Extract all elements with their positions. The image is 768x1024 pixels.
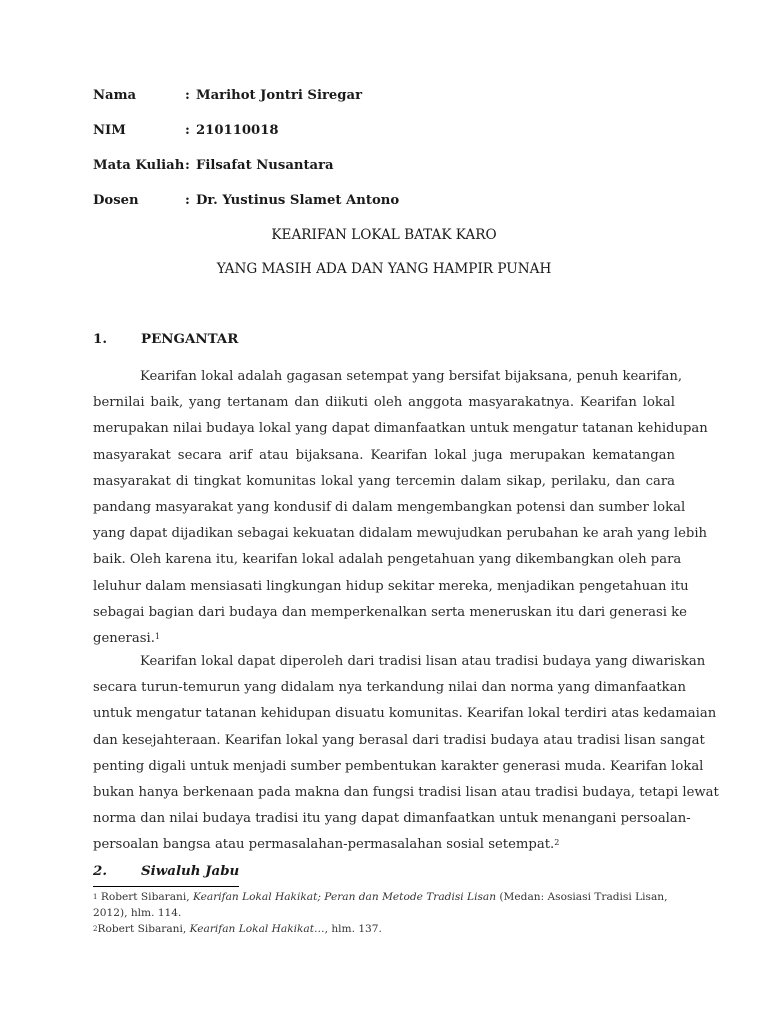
- paragraph-line: merupakan nilai budaya lokal yang dapat dimanfaatkan untuk mengatur tatanan kehidupan: [93, 421, 708, 437]
- section-1-number: 1.: [93, 331, 107, 347]
- course-label: Mata Kuliah: [93, 158, 185, 173]
- name-colon: :: [185, 88, 190, 103]
- footnotes: [93, 890, 675, 937]
- paragraph-line: Kearifan lokal dapat diperoleh dari tradisi lisan atau tradisi budaya yang diwariskan: [140, 654, 706, 669]
- footnote-1-author: Robert Sibarani,: [97, 891, 193, 903]
- paragraph-line: penting digali untuk menjadi sumber pembentukan karakter generasi muda. Kearifan lokal: [93, 758, 704, 774]
- footnote-ref-2[interactable]: 2: [554, 838, 560, 848]
- paragraph-line: bernilai baik, yang tertanam dan diikuti oleh anggota masyarakatnya. Kearifan lokal: [93, 395, 675, 411]
- paragraph-line: Kearifan lokal adalah gagasan setempat yang bersifat bijaksana, penuh kearifan,: [140, 369, 683, 384]
- footnote-1: [93, 890, 675, 906]
- paragraph-last-line: [93, 832, 675, 858]
- paragraph-line: sebagai bagian dari budaya dan memperkenalkan serta meneruskan itu dari generasi ke: [93, 604, 687, 620]
- paragraph-line: leluhur dalam mensiasati lingkungan hidup sekitar mereka, menjadikan pengetahuan itu: [93, 578, 689, 594]
- footnote-1-publisher: (Medan: Asosiasi Tradisi Lisan,: [496, 891, 668, 903]
- footnote-2-page: , hlm. 137.: [324, 922, 382, 935]
- footnote-ref-1[interactable]: 1: [154, 631, 160, 641]
- paragraph-1: [93, 364, 708, 652]
- footnote-separator: [93, 886, 239, 887]
- paragraph-line: secara turun-temurun yang didalam nya terkandung nilai dan norma yang dimanfaatkan: [93, 680, 686, 696]
- title-line-1: KEARIFAN LOKAL BATAK KARO: [271, 227, 497, 243]
- nim-value: 210110018: [196, 123, 279, 138]
- section-1-heading: [93, 331, 238, 347]
- nim-colon: :: [185, 123, 190, 138]
- paragraph-line: bukan hanya berkenaan pada makna dan fungsi tradisi lisan atau tradisi budaya, tetapi lewat: [93, 784, 719, 800]
- footnote-2: [93, 922, 675, 938]
- paragraph-2: [93, 649, 719, 859]
- title-line-2: YANG MASIH ADA DAN YANG HAMPIR PUNAH: [216, 261, 552, 277]
- paragraph-line-text: persoalan bangsa atau permasalahan-permasalahan sosial setempat.: [93, 837, 555, 853]
- course-value: Filsafat Nusantara: [196, 158, 334, 173]
- paragraph-line: pandang masyarakat yang kondusif di dalam mengembangkan potensi dan sumber lokal: [93, 499, 686, 515]
- name-value: Marihot Jontri Siregar: [196, 88, 363, 103]
- lecturer-label: Dosen: [93, 193, 139, 208]
- section-1-title: PENGANTAR: [141, 331, 239, 347]
- paragraph-line: masyarakat secara arif atau bijaksana. Kearifan lokal juga merupakan kematangan: [93, 447, 675, 463]
- section-2-title: Siwaluh Jabu: [141, 863, 240, 879]
- course-colon: :: [185, 158, 190, 173]
- paragraph-line-text: generasi.: [93, 630, 155, 646]
- paragraph-line: untuk mengatur tatanan kehidupan disuatu komunitas. Kearifan lokal terdiri atas kedamaian: [93, 706, 717, 722]
- footnote-2-mark: 2: [93, 924, 98, 933]
- lecturer-value: Dr. Yustinus Slamet Antono: [196, 193, 400, 208]
- section-2-heading: [93, 863, 239, 879]
- paragraph-line: dan kesejahteraan. Kearifan lokal yang berasal dari tradisi budaya atau tradisi lisan sangat: [93, 732, 705, 748]
- footnote-2-author: Robert Sibarani,: [97, 922, 190, 935]
- paragraph-line: norma dan nilai budaya tradisi itu yang dapat dimanfaatkan untuk menangani persoalan-: [93, 811, 691, 827]
- footnote-2-title: Kearifan Lokal Hakikat…: [189, 922, 325, 935]
- paragraph-line: baik. Oleh karena itu, kearifan lokal adalah pengetahuan yang dikembangkan oleh para: [93, 552, 682, 568]
- footnote-1-mark: 1: [93, 893, 98, 901]
- nim-label: NIM: [93, 123, 126, 138]
- footnote-1-title: Kearifan Lokal Hakikat; Peran dan Metode Tradisi Lisan: [193, 891, 497, 903]
- footnote-1-continued: 2012), hlm. 114.: [93, 906, 182, 919]
- lecturer-colon: :: [185, 193, 190, 208]
- name-label: Nama: [93, 88, 137, 103]
- paragraph-line: yang dapat dijadikan sebagai kekuatan didalam mewujudkan perubahan ke arah yang lebih: [93, 526, 708, 542]
- paragraph-line: masyarakat di tingkat komunitas lokal yang tercemin dalam sikap, perilaku, dan cara: [93, 473, 675, 489]
- section-2-number: 2.: [93, 863, 107, 879]
